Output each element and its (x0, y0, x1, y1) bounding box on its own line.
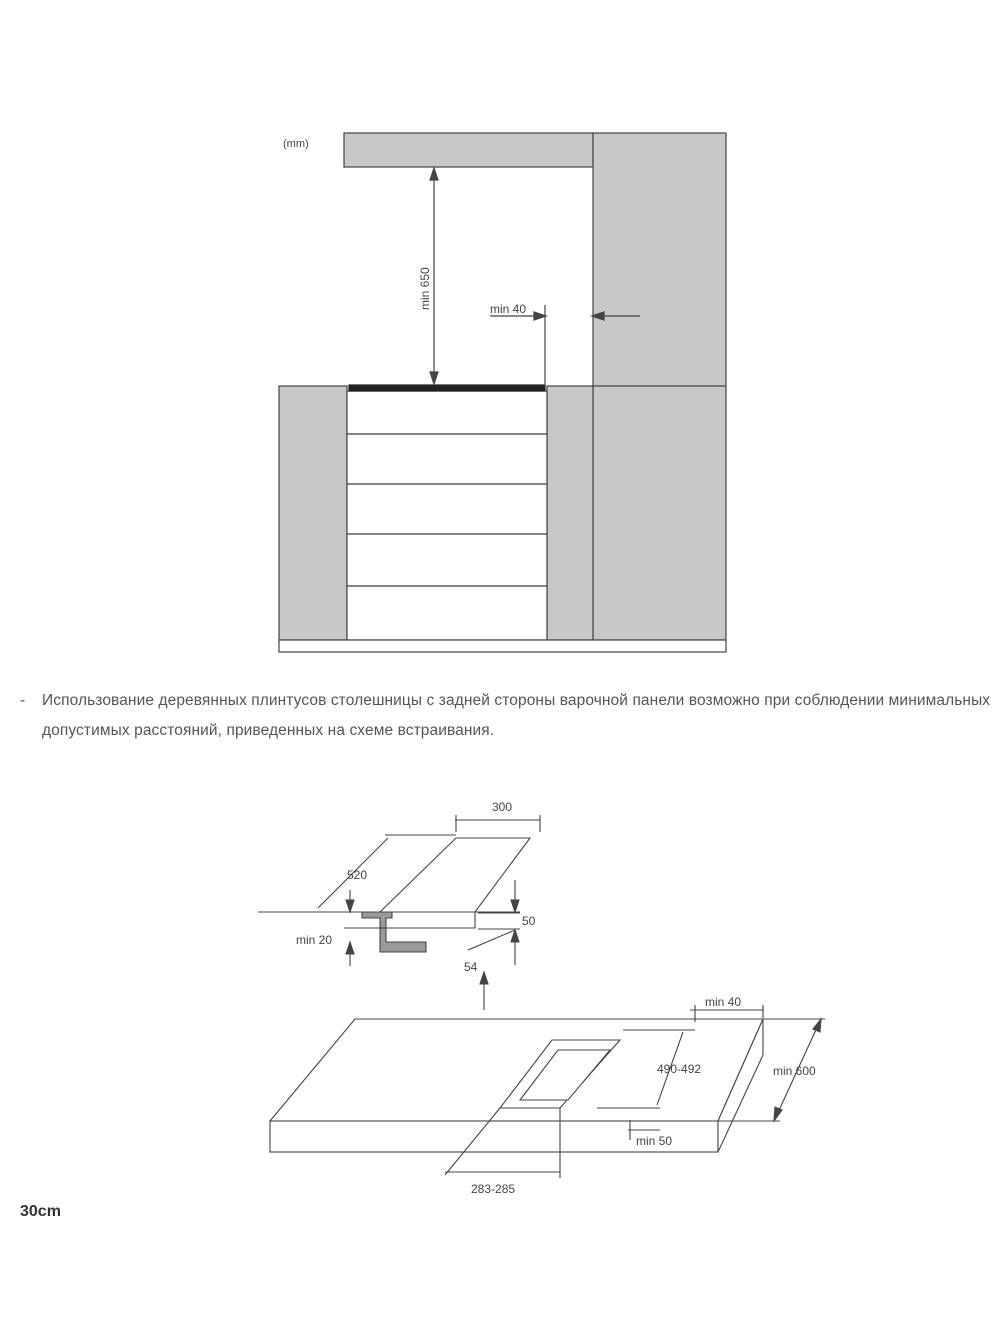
dim-490-492: 490-492 (657, 1062, 702, 1076)
dim-min-50: min 50 (636, 1134, 673, 1148)
right-base-cabinet (547, 386, 593, 640)
dim-min-40-top: min 40 (490, 302, 527, 316)
hob-top (349, 385, 545, 391)
left-base-cabinet (279, 386, 347, 640)
size-label: 30cm (20, 1203, 61, 1220)
drawer-stack (347, 391, 547, 640)
dim-54: 54 (464, 960, 478, 974)
dim-50: 50 (522, 914, 536, 928)
dim-283-285: 283-285 (471, 1182, 516, 1196)
dim-520: 520 (347, 868, 368, 882)
plinth (279, 640, 726, 652)
dim-min-650: min 650 (418, 267, 432, 310)
upper-cabinet (344, 133, 593, 167)
dim-min-40-back: min 40 (705, 995, 742, 1009)
hob-section-diagram (258, 815, 540, 1010)
cabinet-elevation-diagram (279, 133, 726, 652)
dim-300: 300 (492, 800, 513, 814)
note-text: Использование деревянных плинтусов столешницы с задней стороны варочной панели возможно при соблюдении минимальных допустимых расстояний, приведенных на схеме встраивания. (42, 692, 991, 739)
worktop-cutout-diagram (270, 1005, 825, 1178)
dim-min-20: min 20 (296, 933, 333, 947)
installation-note (20, 686, 995, 746)
dim-min-600: min 600 (773, 1064, 816, 1078)
note-bullet: - (20, 692, 26, 709)
unit-label: (mm) (283, 138, 309, 150)
